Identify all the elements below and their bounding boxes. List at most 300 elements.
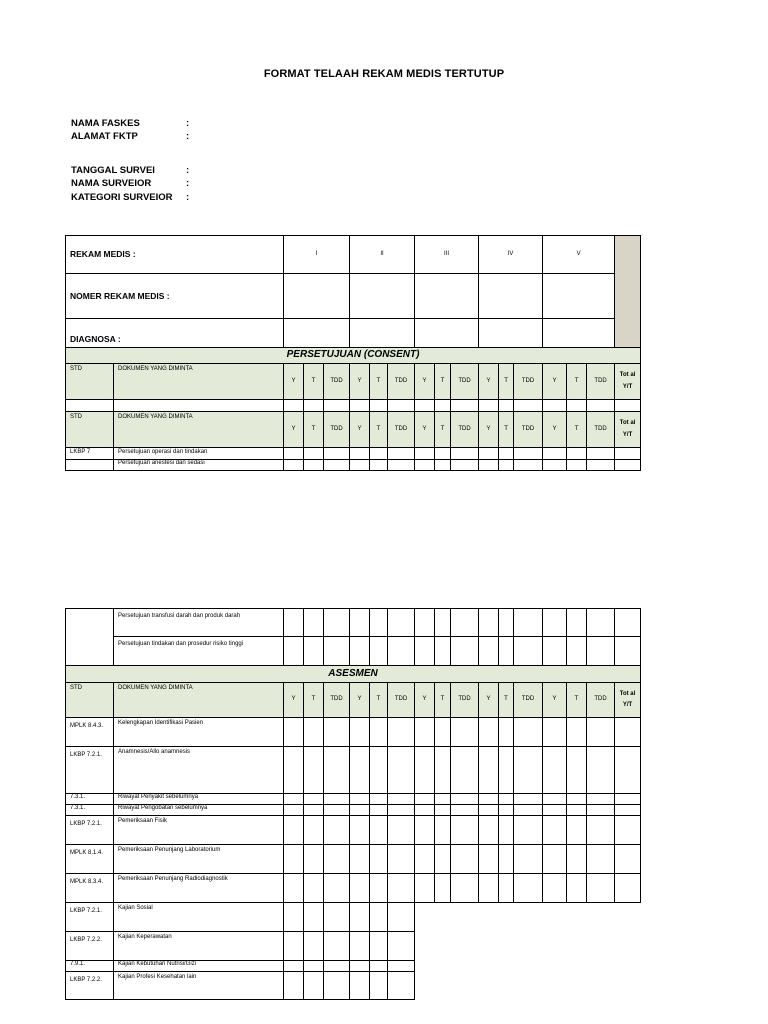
check-cell[interactable] [479, 637, 499, 666]
check-cell[interactable] [350, 816, 370, 845]
check-cell[interactable] [324, 805, 350, 816]
field-colon: : [186, 165, 190, 176]
check-cell[interactable] [350, 448, 370, 460]
check-cell[interactable] [284, 747, 304, 794]
check-cell[interactable] [388, 609, 415, 637]
check-cell[interactable] [324, 961, 350, 972]
check-cell[interactable] [451, 460, 479, 471]
check-cell[interactable] [350, 400, 370, 412]
check-cell[interactable] [567, 460, 587, 471]
check-cell[interactable] [587, 805, 615, 816]
check-cell[interactable] [479, 400, 499, 412]
y-header: Y [415, 683, 435, 718]
check-cell[interactable] [415, 805, 435, 816]
check-cell[interactable] [514, 460, 543, 471]
check-cell[interactable] [304, 400, 324, 412]
check-cell[interactable] [479, 718, 499, 747]
check-cell[interactable] [435, 816, 451, 845]
check-cell[interactable] [514, 794, 543, 805]
dokumen-header: DOKUMEN YANG DIMINTA [114, 412, 284, 448]
check-cell[interactable] [479, 874, 499, 903]
check-cell[interactable] [388, 805, 415, 816]
diagnosa-label: DIAGNOSA : [66, 319, 284, 348]
check-cell[interactable] [370, 718, 388, 747]
check-cell[interactable] [304, 972, 324, 1000]
check-cell[interactable] [388, 961, 415, 972]
check-cell[interactable] [324, 845, 350, 874]
check-cell[interactable] [388, 972, 415, 1000]
doc-cell: Riwayat Penyakit sebelumnya [114, 794, 284, 805]
check-cell[interactable] [304, 718, 324, 747]
check-cell[interactable] [284, 972, 304, 1000]
check-cell[interactable] [499, 845, 514, 874]
check-cell[interactable] [415, 637, 435, 666]
check-cell[interactable] [499, 816, 514, 845]
section-consent: PERSETUJUAN (CONSENT) [66, 348, 641, 364]
tdd-header: TDD [587, 683, 615, 718]
check-cell[interactable] [587, 747, 615, 794]
check-cell[interactable] [543, 718, 567, 747]
total-cell[interactable] [615, 609, 641, 637]
check-cell[interactable] [350, 718, 370, 747]
check-cell[interactable] [451, 747, 479, 794]
t-header: T [435, 412, 451, 448]
check-cell[interactable] [435, 448, 451, 460]
check-cell[interactable] [435, 794, 451, 805]
total-cell[interactable] [615, 718, 641, 747]
reviewer-col-5: V [543, 236, 615, 274]
std-cell: LKBP 7 [66, 448, 114, 460]
check-cell[interactable] [350, 903, 370, 932]
std-cell: MPLK 8.4.3. [66, 718, 114, 747]
check-cell[interactable] [284, 794, 304, 805]
check-cell[interactable] [479, 845, 499, 874]
total-header: Tot al Y/T [615, 683, 641, 718]
empty-area [415, 972, 641, 1000]
check-cell[interactable] [435, 718, 451, 747]
tdd-header: TDD [388, 683, 415, 718]
check-cell[interactable] [435, 609, 451, 637]
check-cell[interactable] [370, 932, 388, 961]
tdd-header: TDD [324, 364, 350, 400]
check-cell[interactable] [543, 794, 567, 805]
doc-cell: Persetujuan tindakan dan prosedur risiko tinggi [114, 637, 284, 666]
check-cell[interactable] [324, 972, 350, 1000]
check-cell[interactable] [451, 816, 479, 845]
check-cell[interactable] [284, 874, 304, 903]
std-header: STD [66, 364, 114, 400]
check-cell[interactable] [284, 903, 304, 932]
check-cell[interactable] [587, 448, 615, 460]
check-cell[interactable] [499, 794, 514, 805]
field-label: KATEGORI SURVEIOR [71, 192, 173, 203]
check-cell[interactable] [350, 805, 370, 816]
check-cell[interactable] [514, 448, 543, 460]
doc-cell: Persetujuan anestesi dan sedasi [114, 460, 284, 471]
check-cell[interactable] [370, 961, 388, 972]
check-cell[interactable] [479, 747, 499, 794]
t-header: T [304, 683, 324, 718]
check-cell[interactable] [350, 637, 370, 666]
check-cell[interactable] [435, 845, 451, 874]
check-cell[interactable] [543, 448, 567, 460]
check-cell[interactable] [435, 747, 451, 794]
check-cell[interactable] [388, 718, 415, 747]
diagnosa-cell[interactable] [284, 319, 350, 348]
total-cell[interactable] [615, 400, 641, 412]
check-cell[interactable] [451, 794, 479, 805]
check-cell[interactable] [304, 460, 324, 471]
check-cell[interactable] [415, 460, 435, 471]
diagnosa-cell[interactable] [350, 319, 415, 348]
check-cell[interactable] [284, 460, 304, 471]
check-cell[interactable] [479, 794, 499, 805]
check-cell[interactable] [415, 718, 435, 747]
check-cell[interactable] [415, 448, 435, 460]
check-cell[interactable] [543, 816, 567, 845]
std-cell: LKBP 7.2.1. [66, 747, 114, 794]
check-cell[interactable] [543, 460, 567, 471]
check-cell[interactable] [479, 609, 499, 637]
check-cell[interactable] [543, 805, 567, 816]
check-cell[interactable] [324, 718, 350, 747]
y-header: Y [479, 412, 499, 448]
check-cell[interactable] [350, 609, 370, 637]
check-cell[interactable] [388, 400, 415, 412]
field-nama-surveior [71, 178, 189, 189]
check-cell[interactable] [415, 874, 435, 903]
check-cell[interactable] [587, 874, 615, 903]
dokumen-header: DOKUMEN YANG DIMINTA [114, 364, 284, 400]
check-cell[interactable] [415, 816, 435, 845]
check-cell[interactable] [543, 747, 567, 794]
check-cell[interactable] [388, 747, 415, 794]
field-alamat-fktp [71, 131, 189, 142]
check-cell[interactable] [479, 460, 499, 471]
check-cell[interactable] [304, 845, 324, 874]
check-cell[interactable] [350, 972, 370, 1000]
y-header: Y [479, 683, 499, 718]
check-cell[interactable] [350, 747, 370, 794]
y-header: Y [543, 412, 567, 448]
check-cell[interactable] [324, 460, 350, 471]
check-cell[interactable] [350, 874, 370, 903]
check-cell[interactable] [284, 816, 304, 845]
t-header: T [567, 683, 587, 718]
check-cell[interactable] [514, 805, 543, 816]
check-cell[interactable] [587, 609, 615, 637]
check-cell[interactable] [587, 718, 615, 747]
diagnosa-cell[interactable] [415, 319, 479, 348]
check-cell[interactable] [284, 637, 304, 666]
check-cell[interactable] [324, 816, 350, 845]
std-header: STD [66, 412, 114, 448]
total-cell[interactable] [615, 637, 641, 666]
check-cell[interactable] [415, 400, 435, 412]
check-cell[interactable] [543, 400, 567, 412]
check-cell[interactable] [567, 845, 587, 874]
check-cell[interactable] [451, 609, 479, 637]
check-cell[interactable] [587, 816, 615, 845]
section-asesmen: ASESMEN [66, 666, 641, 683]
check-cell[interactable] [370, 400, 388, 412]
std-cell: LKBP 7.2.1. [66, 816, 114, 845]
check-cell[interactable] [499, 874, 514, 903]
check-cell[interactable] [514, 816, 543, 845]
dokumen-header: DOKUMEN YANG DIMINTA [114, 683, 284, 718]
grey-column [615, 236, 641, 348]
check-cell[interactable] [370, 903, 388, 932]
check-cell[interactable] [370, 460, 388, 471]
total-cell[interactable] [615, 816, 641, 845]
check-cell[interactable] [370, 845, 388, 874]
doc-cell: Anamnesis/Allo anamnesis [114, 747, 284, 794]
check-cell[interactable] [514, 747, 543, 794]
check-cell[interactable] [451, 448, 479, 460]
check-cell[interactable] [304, 794, 324, 805]
check-cell[interactable] [514, 637, 543, 666]
nomer-rekam-medis-label: NOMER REKAM MEDIS : [66, 274, 284, 319]
check-cell[interactable] [567, 747, 587, 794]
check-cell[interactable] [388, 794, 415, 805]
check-cell[interactable] [304, 961, 324, 972]
check-cell[interactable] [284, 932, 304, 961]
check-cell[interactable] [499, 637, 514, 666]
check-cell[interactable] [499, 805, 514, 816]
check-cell[interactable] [451, 805, 479, 816]
total-header: Tot al Y/T [615, 412, 641, 448]
check-cell[interactable] [284, 845, 304, 874]
check-cell[interactable] [388, 816, 415, 845]
check-cell[interactable] [435, 805, 451, 816]
check-cell[interactable] [514, 874, 543, 903]
check-cell[interactable] [304, 805, 324, 816]
check-cell[interactable] [388, 460, 415, 471]
check-cell[interactable] [284, 718, 304, 747]
total-cell[interactable] [615, 874, 641, 903]
check-cell[interactable] [587, 845, 615, 874]
check-cell[interactable] [304, 747, 324, 794]
check-cell[interactable] [388, 637, 415, 666]
check-cell[interactable] [350, 961, 370, 972]
check-cell[interactable] [370, 972, 388, 1000]
check-cell[interactable] [514, 609, 543, 637]
total-cell[interactable] [615, 794, 641, 805]
field-tanggal-survei [71, 165, 189, 176]
check-cell[interactable] [543, 637, 567, 666]
check-cell[interactable] [370, 805, 388, 816]
nomer-cell[interactable] [415, 274, 479, 319]
tdd-header: TDD [587, 364, 615, 400]
check-cell[interactable] [435, 874, 451, 903]
tdd-header: TDD [324, 412, 350, 448]
check-cell[interactable] [324, 637, 350, 666]
check-cell[interactable] [324, 400, 350, 412]
reviewer-col-2: II [350, 236, 415, 274]
check-cell[interactable] [324, 609, 350, 637]
check-cell[interactable] [284, 961, 304, 972]
check-cell[interactable] [324, 932, 350, 961]
nomer-cell[interactable] [284, 274, 350, 319]
check-cell[interactable] [388, 874, 415, 903]
check-cell[interactable] [415, 609, 435, 637]
check-cell[interactable] [370, 816, 388, 845]
nomer-cell[interactable] [543, 274, 615, 319]
check-cell[interactable] [479, 805, 499, 816]
check-cell[interactable] [304, 874, 324, 903]
check-cell[interactable] [435, 400, 451, 412]
check-cell[interactable] [451, 400, 479, 412]
field-colon: : [186, 118, 190, 129]
check-cell[interactable] [499, 747, 514, 794]
total-header: Tot al Y/T [615, 364, 641, 400]
check-cell[interactable] [284, 805, 304, 816]
t-header: T [567, 364, 587, 400]
check-cell[interactable] [543, 845, 567, 874]
check-cell[interactable] [479, 816, 499, 845]
doc-cell: Persetujuan transfusi darah dan produk darah [114, 609, 284, 637]
check-cell[interactable] [514, 845, 543, 874]
y-header: Y [543, 364, 567, 400]
total-cell[interactable] [615, 448, 641, 460]
nomer-cell[interactable] [479, 274, 543, 319]
check-cell[interactable] [370, 874, 388, 903]
t-header: T [499, 364, 514, 400]
check-cell[interactable] [350, 845, 370, 874]
tdd-header: TDD [388, 364, 415, 400]
y-header: Y [284, 364, 304, 400]
check-cell[interactable] [304, 903, 324, 932]
check-cell[interactable] [370, 637, 388, 666]
doc-cell: Kajian Keperawatan [114, 932, 284, 961]
check-cell[interactable] [388, 845, 415, 874]
diagnosa-cell[interactable] [479, 319, 543, 348]
t-header: T [370, 364, 388, 400]
diagnosa-cell[interactable] [543, 319, 615, 348]
check-cell[interactable] [304, 609, 324, 637]
check-cell[interactable] [370, 747, 388, 794]
check-cell[interactable] [370, 794, 388, 805]
total-cell[interactable] [615, 747, 641, 794]
check-cell[interactable] [567, 718, 587, 747]
check-cell[interactable] [435, 637, 451, 666]
check-cell[interactable] [451, 874, 479, 903]
check-cell[interactable] [587, 794, 615, 805]
check-cell[interactable] [415, 794, 435, 805]
total-cell[interactable] [615, 805, 641, 816]
check-cell[interactable] [324, 747, 350, 794]
check-cell[interactable] [567, 794, 587, 805]
check-cell[interactable] [587, 637, 615, 666]
check-cell[interactable] [388, 903, 415, 932]
check-cell[interactable] [324, 794, 350, 805]
total-cell[interactable] [615, 845, 641, 874]
check-cell[interactable] [567, 637, 587, 666]
total-cell[interactable] [615, 460, 641, 471]
check-cell[interactable] [499, 448, 514, 460]
check-cell[interactable] [284, 448, 304, 460]
std-cell: 7.3.1. [66, 794, 114, 805]
rekam-medis-label: REKAM MEDIS : [66, 236, 284, 274]
check-cell[interactable] [324, 448, 350, 460]
check-cell[interactable] [479, 448, 499, 460]
field-label: TANGGAL SURVEI [71, 165, 155, 176]
t-header: T [499, 412, 514, 448]
check-cell[interactable] [388, 448, 415, 460]
check-cell[interactable] [284, 400, 304, 412]
check-cell[interactable] [324, 903, 350, 932]
std-cell: MPLK 8.1.4. [66, 845, 114, 874]
std-cell [66, 460, 114, 471]
check-cell[interactable] [415, 747, 435, 794]
field-colon: : [186, 192, 190, 203]
std-cell: 7.3.1. [66, 805, 114, 816]
t-header: T [435, 364, 451, 400]
check-cell[interactable] [324, 874, 350, 903]
t-header: T [370, 412, 388, 448]
tdd-header: TDD [451, 412, 479, 448]
check-cell[interactable] [543, 609, 567, 637]
check-cell[interactable] [567, 609, 587, 637]
check-cell[interactable] [350, 460, 370, 471]
check-cell[interactable] [350, 932, 370, 961]
check-cell[interactable] [514, 400, 543, 412]
check-cell[interactable] [567, 400, 587, 412]
check-cell[interactable] [304, 637, 324, 666]
check-cell[interactable] [567, 805, 587, 816]
doc-cell: Pemeriksaan Penunjang Radiodiagnostik [114, 874, 284, 903]
check-cell[interactable] [370, 609, 388, 637]
check-cell[interactable] [451, 718, 479, 747]
check-cell[interactable] [451, 845, 479, 874]
check-cell[interactable] [499, 718, 514, 747]
check-cell[interactable] [567, 816, 587, 845]
std-cell: LKBP 7.2.1. [66, 903, 114, 932]
check-cell[interactable] [284, 609, 304, 637]
check-cell[interactable] [415, 845, 435, 874]
empty-cell [66, 609, 114, 666]
check-cell[interactable] [514, 718, 543, 747]
check-cell[interactable] [499, 400, 514, 412]
check-cell[interactable] [587, 460, 615, 471]
t-header: T [370, 683, 388, 718]
doc-cell: Kelengkapan Identifikasi Pasien [114, 718, 284, 747]
field-label: NAMA SURVEIOR [71, 178, 152, 189]
field-nama-faskes [71, 118, 189, 129]
check-cell[interactable] [499, 460, 514, 471]
check-cell[interactable] [543, 874, 567, 903]
check-cell[interactable] [451, 637, 479, 666]
y-header: Y [350, 412, 370, 448]
reviewer-col-4: IV [479, 236, 543, 274]
check-cell[interactable] [567, 448, 587, 460]
field-label: ALAMAT FKTP [71, 131, 138, 142]
check-cell[interactable] [587, 400, 615, 412]
check-cell[interactable] [499, 609, 514, 637]
check-cell[interactable] [304, 932, 324, 961]
check-cell[interactable] [435, 460, 451, 471]
doc-cell: Persetujuan operasi dan tindakan [114, 448, 284, 460]
check-cell[interactable] [567, 874, 587, 903]
check-cell[interactable] [388, 932, 415, 961]
check-cell[interactable] [304, 816, 324, 845]
t-header: T [304, 412, 324, 448]
check-cell[interactable] [304, 448, 324, 460]
nomer-cell[interactable] [350, 274, 415, 319]
y-header: Y [350, 683, 370, 718]
check-cell[interactable] [350, 794, 370, 805]
check-cell[interactable] [370, 448, 388, 460]
